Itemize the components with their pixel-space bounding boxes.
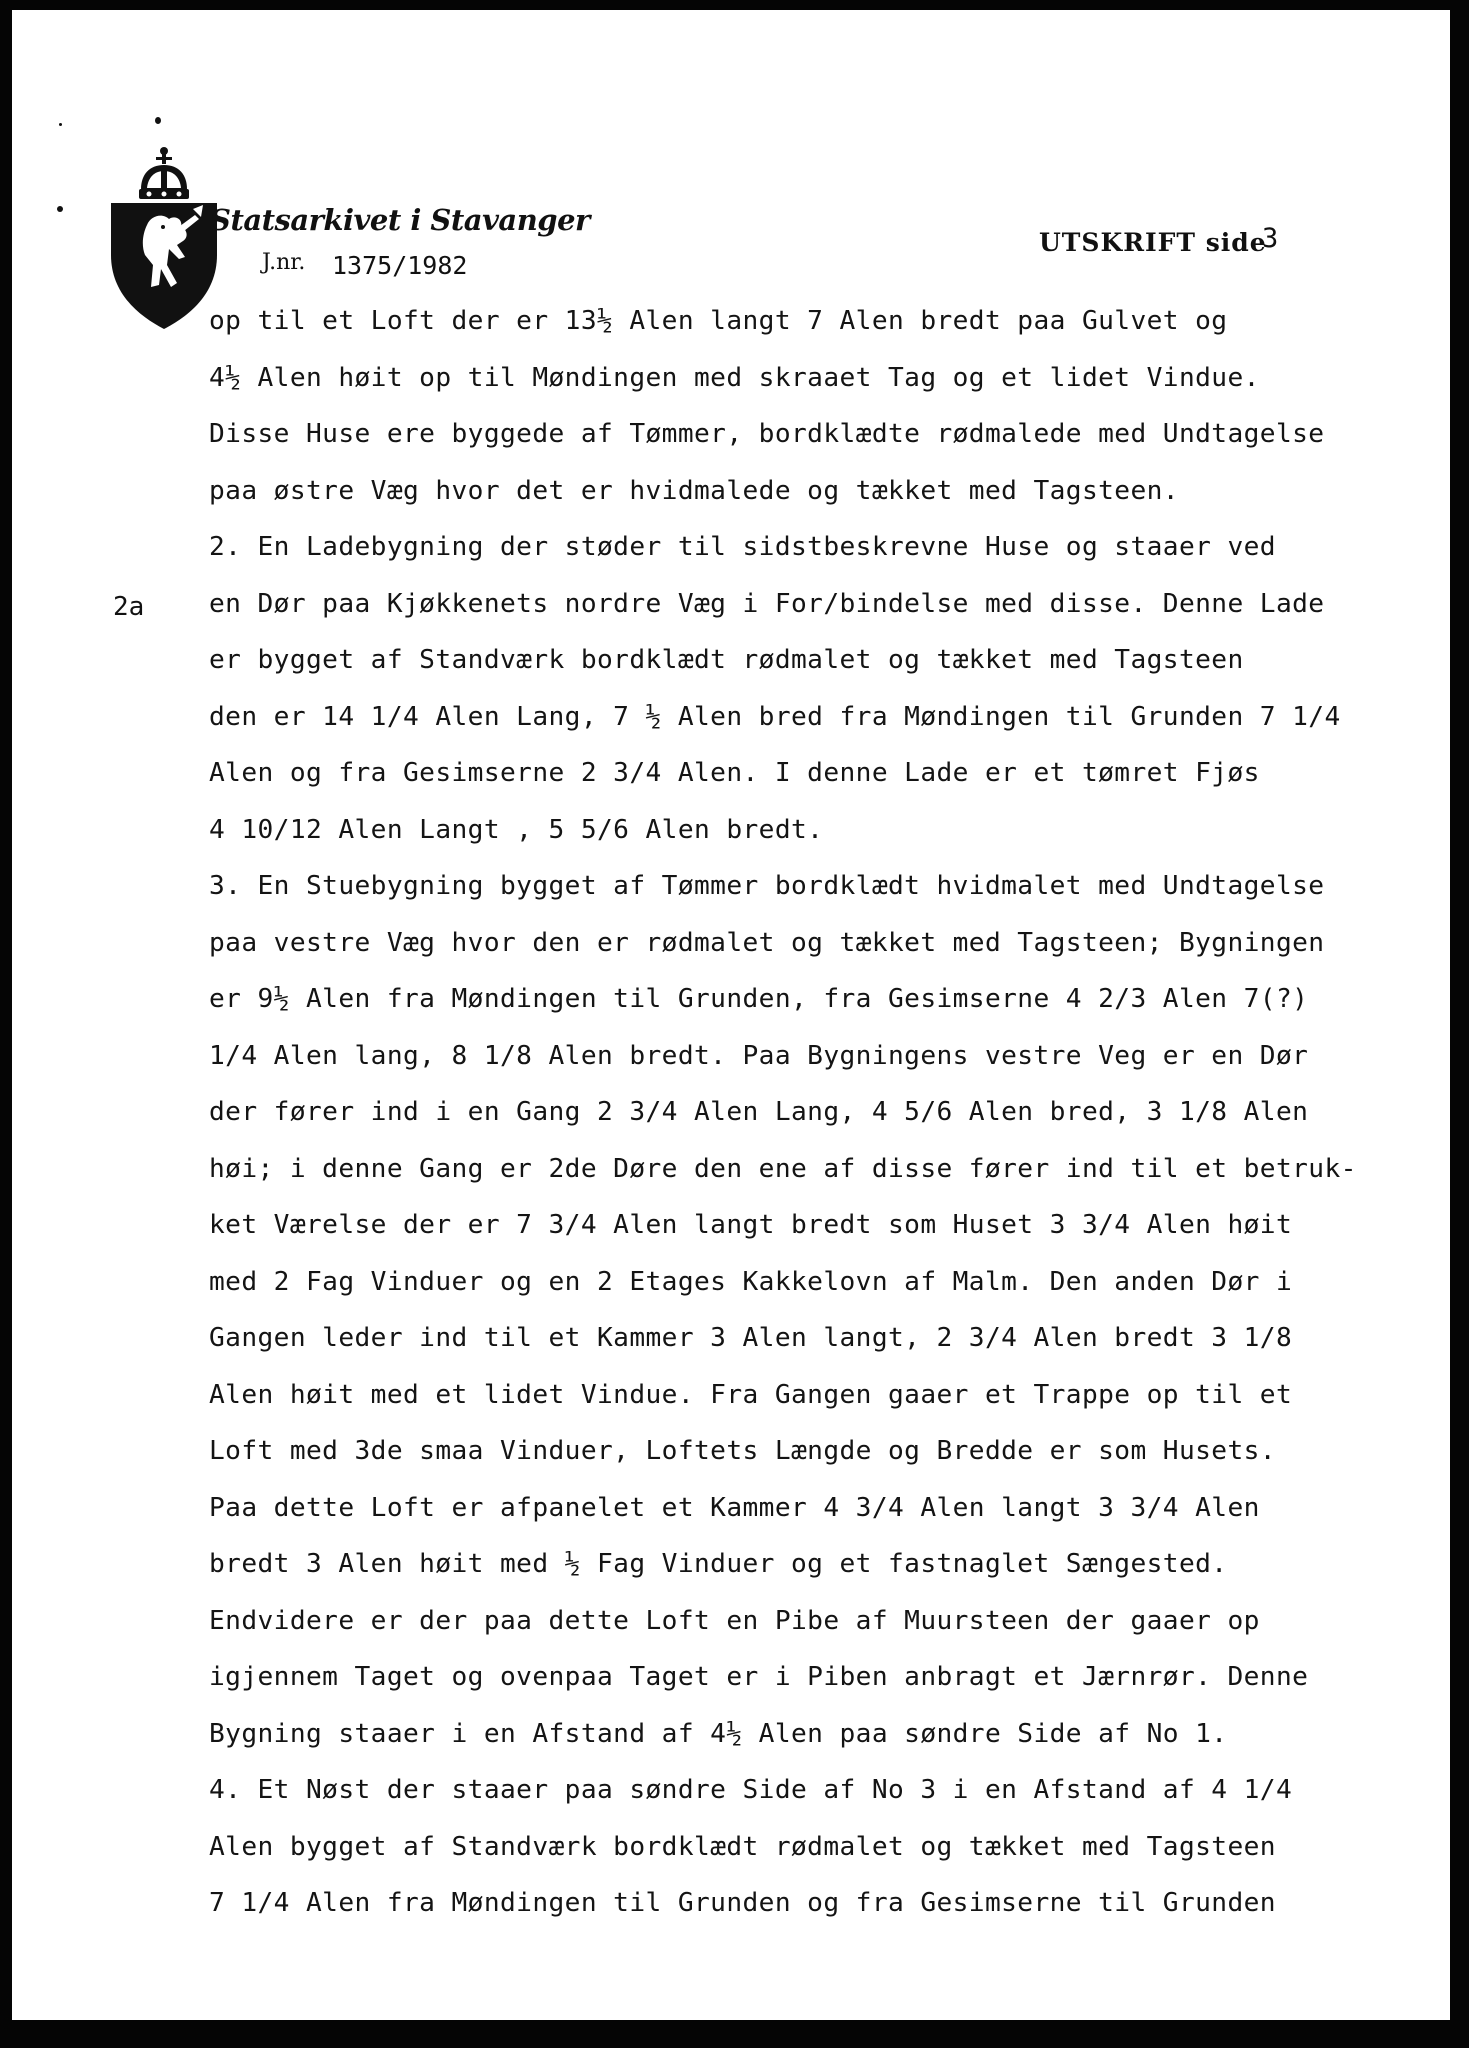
text-line: 3. En Stuebygning bygget af Tømmer bordklædt hvidmalet med Undtagelse	[209, 871, 1325, 901]
document-page	[12, 10, 1450, 2020]
journal-number-value: 1375/1982	[332, 251, 468, 280]
text-line: Endvidere er der paa dette Loft en Pibe af Muursteen der gaaer op	[209, 1605, 1260, 1636]
text-line: 4½ Alen høit op til Møndingen med skraaet Tag og et lidet Vindue.	[209, 362, 1260, 393]
text-line: Alen høit med et lidet Vindue. Fra Gangen gaaer et Trappe op til et	[209, 1379, 1293, 1410]
transcript-page-label: UTSKRIFT side	[1039, 228, 1267, 257]
text-line: 4 10/12 Alen Langt , 5 5/6 Alen bredt.	[209, 814, 824, 845]
text-line: er bygget af Standværk bordklædt rødmalet og tækket med Tagsteen	[209, 645, 1244, 675]
text-line: en Dør paa Kjøkkenets nordre Væg i For/bindelse med disse. Denne Lade	[209, 588, 1325, 619]
transcript-body	[12, 10, 1450, 2020]
text-line: 1/4 Alen lang, 8 1/8 Alen bredt. Paa Bygningens vestre Veg er en Dør	[209, 1040, 1309, 1071]
text-line: Loft med 3de smaa Vinduer, Loftets Længde og Bredde er som Husets.	[209, 1436, 1276, 1466]
text-line: Bygning staaer i en Afstand af 4½ Alen paa søndre Side af No 1.	[209, 1718, 1228, 1749]
text-line: paa østre Væg hvor det er hvidmalede og tækket med Tagsteen.	[209, 475, 1179, 506]
text-line: Gangen leder ind til et Kammer 3 Alen langt, 2 3/4 Alen bredt 3 1/8	[209, 1323, 1293, 1353]
text-line: den er 14 1/4 Alen Lang, 7 ½ Alen bred fra Møndingen til Grunden 7 1/4	[209, 701, 1341, 732]
text-line: Alen og fra Gesimserne 2 3/4 Alen. I denne Lade er et tømret Fjøs	[209, 758, 1260, 788]
text-line: 2. En Ladebygning der støder til sidstbeskrevne Huse og staaer ved	[209, 532, 1276, 562]
text-line: Alen bygget af Standværk bordklædt rødmalet og tækket med Tagsteen	[209, 1831, 1276, 1862]
text-line: ket Værelse der er 7 3/4 Alen langt bredt som Huset 3 3/4 Alen høit	[209, 1210, 1293, 1240]
archive-name: Statsarkivet i Stavanger	[210, 203, 590, 237]
text-line: med 2 Fag Vinduer og en 2 Etages Kakkelovn af Malm. Den anden Dør i	[209, 1266, 1293, 1297]
text-line: der fører ind i en Gang 2 3/4 Alen Lang, 4 5/6 Alen bred, 3 1/8 Alen	[209, 1097, 1309, 1127]
journal-number-label: J.nr.	[262, 250, 306, 275]
text-line: igjennem Taget og ovenpaa Taget er i Piben anbragt et Jærnrør. Denne	[209, 1662, 1309, 1692]
text-line: bredt 3 Alen høit med ½ Fag Vinduer og et fastnaglet Sængested.	[209, 1549, 1228, 1579]
page-number: 3	[1262, 223, 1279, 254]
text-line: op til et Loft der er 13½ Alen langt 7 Alen bredt paa Gulvet og	[209, 306, 1228, 336]
text-line: 4. Et Nøst der staaer paa søndre Side af No 3 i en Afstand af 4 1/4	[209, 1775, 1293, 1805]
margin-note: 2a	[113, 592, 145, 622]
text-line: Paa dette Loft er afpanelet et Kammer 4 3/4 Alen langt 3 3/4 Alen	[209, 1492, 1260, 1523]
text-line: 7 1/4 Alen fra Møndingen til Grunden og fra Gesimserne til Grunden	[209, 1888, 1276, 1918]
text-line: er 9½ Alen fra Møndingen til Grunden, fra Gesimserne 4 2/3 Alen 7(?)	[209, 984, 1309, 1014]
text-line: høi; i denne Gang er 2de Døre den ene af disse fører ind til et betruk-	[209, 1153, 1357, 1184]
text-line: paa vestre Væg hvor den er rødmalet og tækket med Tagsteen; Bygningen	[209, 927, 1325, 958]
text-line: Disse Huse ere byggede af Tømmer, bordklædte rødmalede med Undtagelse	[209, 419, 1325, 449]
